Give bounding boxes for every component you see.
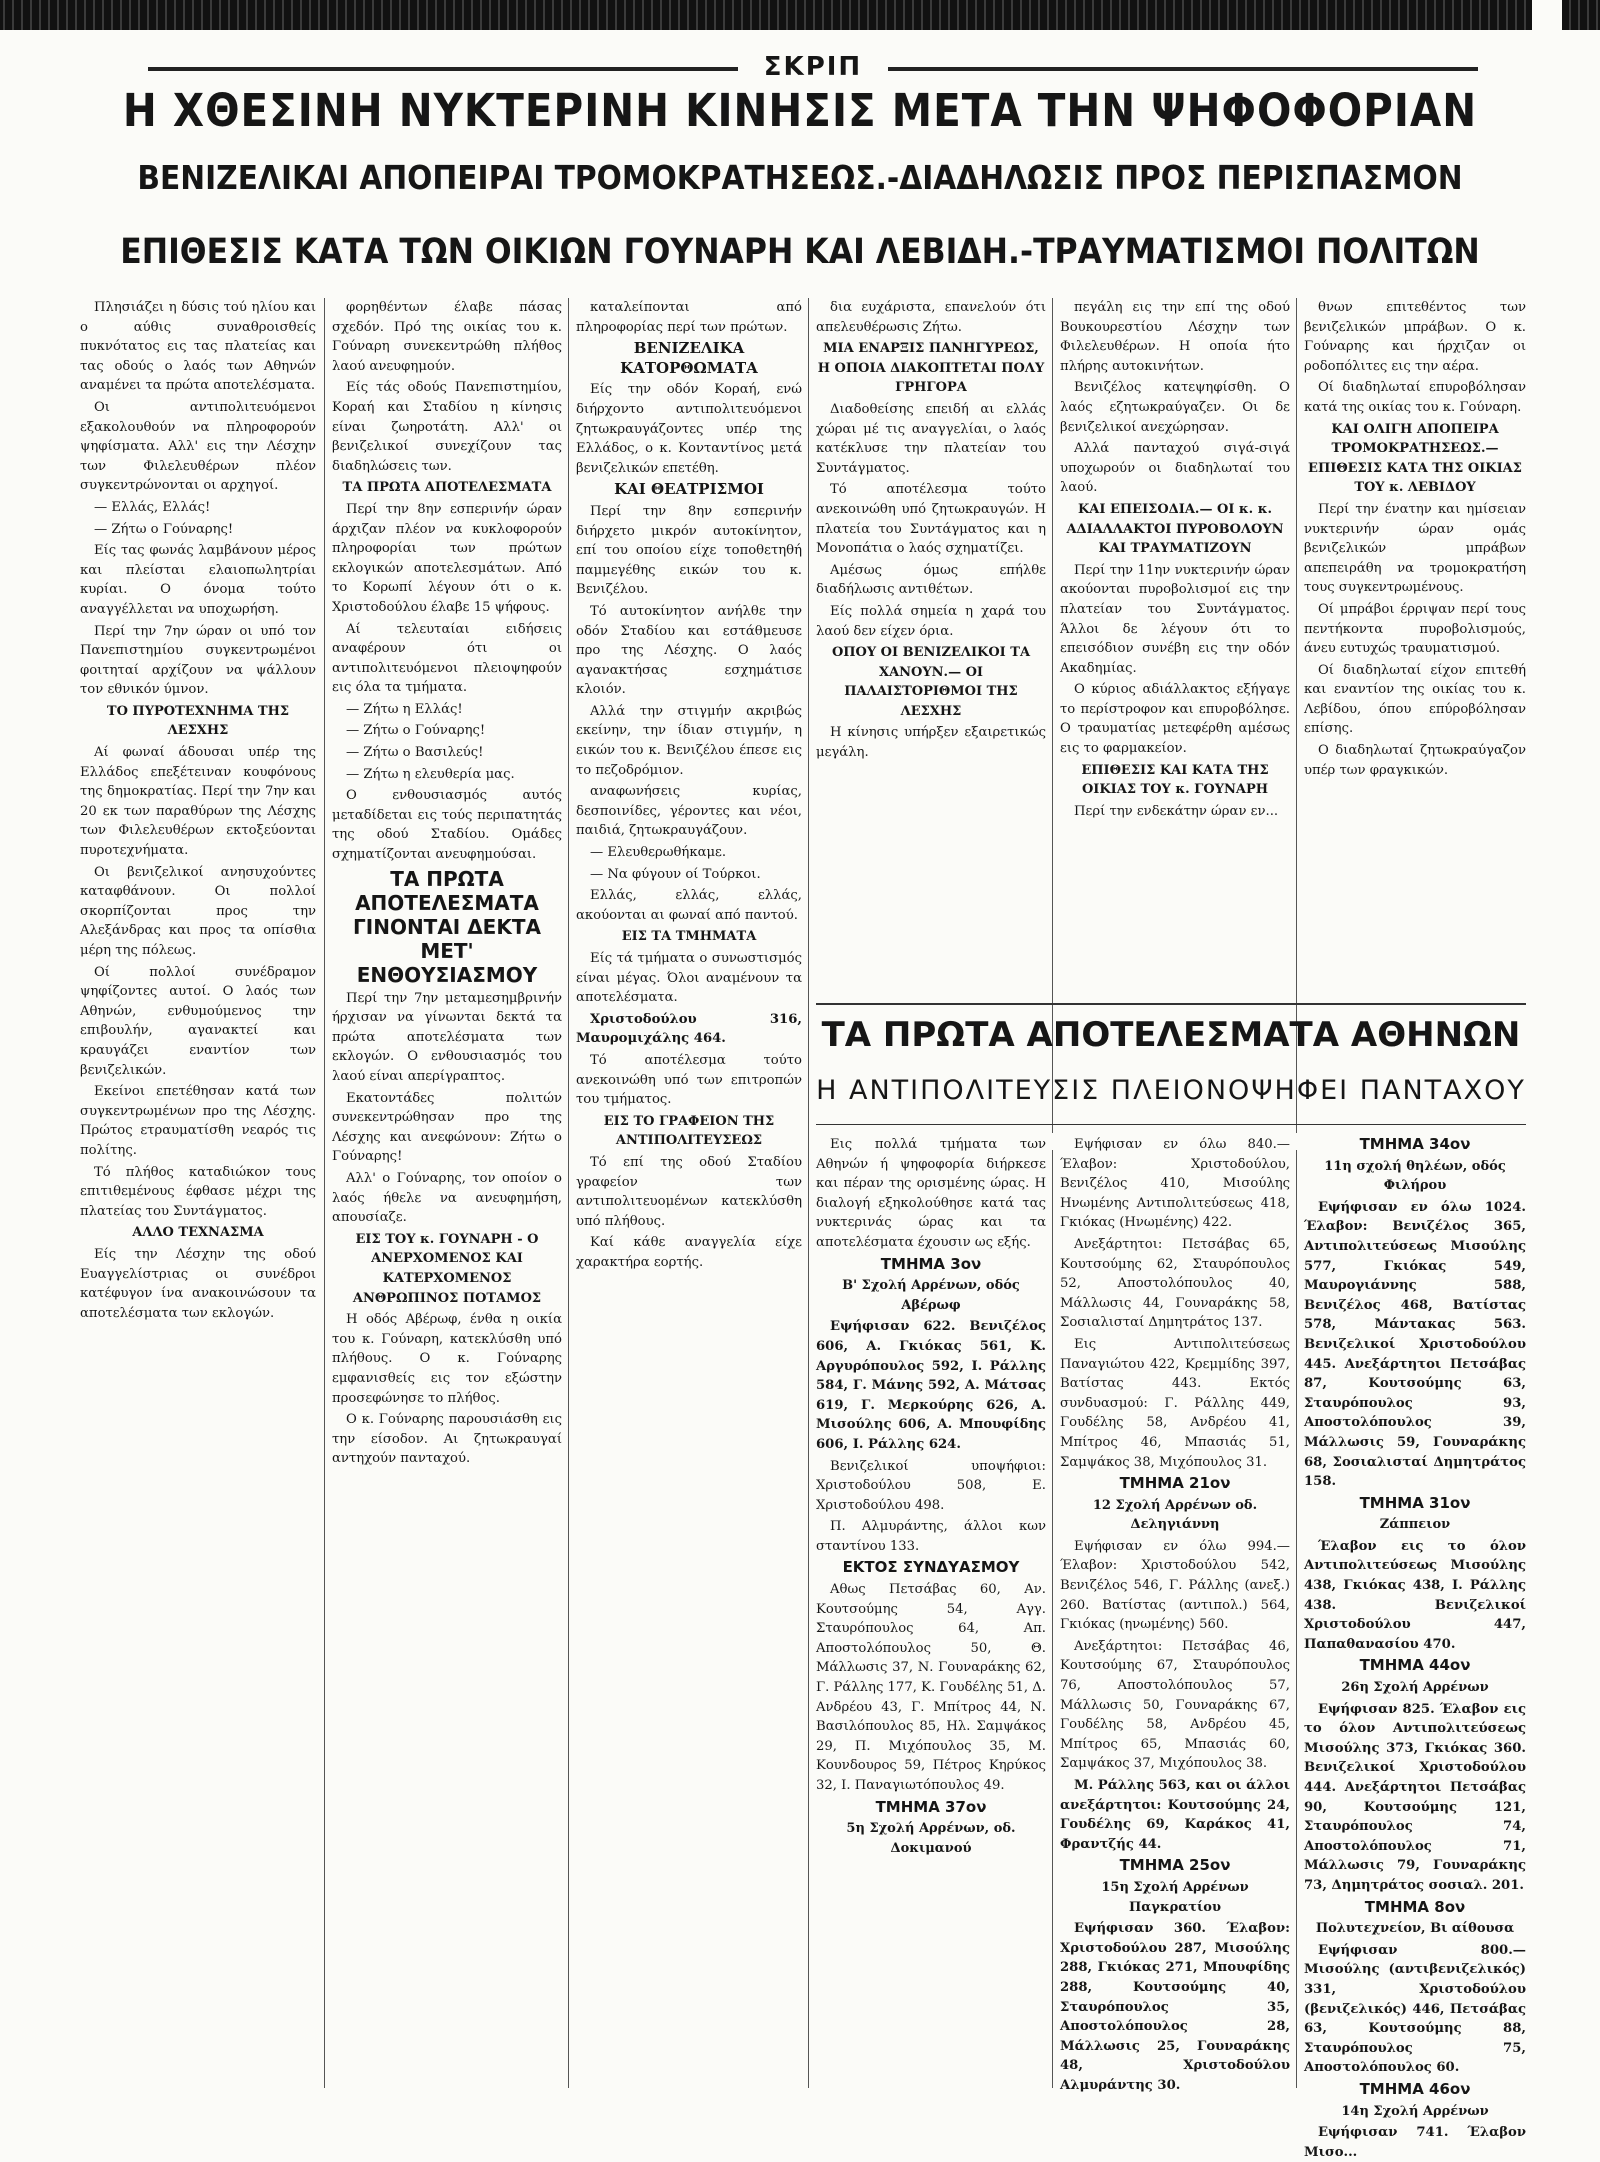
column-rule [1052,1150,1053,2088]
column-1 [80,298,316,2088]
tmima-title: ΤΜΗΜΑ 8ον [1364,1897,1466,1916]
tmima-location: 14η Σχολή Αρρένων [1341,2103,1489,2119]
paragraph: Βενιζέλος κατεψηφίσθη. Ο λαός εζητωκραύγαζεν. Οι δε βενιζελικοί ανεχώρησαν. [1060,380,1290,435]
subheading: ΕΠΙΘΕΣΙΣ ΚΑΙ ΚΑΤΑ ΤΗΣ ΟΙΚΙΑΣ ΤΟΥ κ. ΓΟΥΝΑΡΗ [1081,762,1269,798]
paragraph: Πλησιάζει η δύσις τού ηλίου και ο αύθις συναθροισθείς πυκνότατος εις τας πλατείας και τας οδούς ο λαός των Αθηνών αναμένει τα πρώτα αποτελέσματα. [80,300,316,394]
results-subtitle: Η ΑΝΤΙΠΟΛΙΤΕΥΣΙΣ ΠΛΕΙΟΝΟΨΗΦΕΙ ΠΑΝΤΑΧΟΥ [816,1075,1526,1106]
subheading: ΕΙΣ ΤΑ ΤΜΗΜΑΤΑ [621,929,757,945]
paragraph: Μ. Ράλλης 563, και οι άλλοι ανεξάρτητοι: Κουτσούμης 24, Γουδέλης 69, Καράκος 41, Φραντζής 44. [1060,1778,1290,1852]
paragraph: φορηθέντων έλαβε πάσας σχεδόν. Πρό της οικίας του κ. Γούναρη συνεκεντρώθη πλήθος λαού ανευφημούν. [332,300,562,374]
masthead-title: ΣΚΡΙΠ [763,52,863,82]
subheading: ΤΟ ΠΥΡΟΤΕΧΝΗΜΑ ΤΗΣ ΛΕΣΧΗΣ [106,703,290,739]
results-column-a [816,1135,1046,2085]
paragraph: Είς πολλά σημεία η χαρά του λαού δεν είχεν όρια. [816,603,1046,639]
results-column-c [1304,1135,1526,2160]
paragraph: Είς τάς οδούς Πανεπιστημίου, Κοραή και Σταδίου η κίνησις είναι ζωηροτάτη. Αλλ' οι βενιζελικοί συνεχίζουν τας διαδηλώσεις των. [332,380,562,474]
subheading: ΑΛΛΟ ΤΕΧΝΑΣΜΑ [132,1225,264,1241]
paragraph: θνων επιτεθέντος των βενιζελικών μπράβων. Ο κ. Γούναρης και ήρχιζαν οι ροδοπόλιτες εις την αέρα. [1304,300,1526,374]
subheading: ΚΑΙ ΟΛΙΓΗ ΑΠΟΠΕΙΡΑ ΤΡΟΜΟΚΡΑΤΗΣΕΩΣ.— ΕΠΙΘΕΣΙΣ ΚΑΤΑ ΤΗΣ ΟΙΚΙΑΣ ΤΟΥ κ. ΛΕΒΙΔΟΥ [1308,421,1522,496]
paragraph: Εκατοντάδες πολιτών συνεκεντρώθησαν προ της Λέσχης και ανεφώνουν: Ζήτω ο Γούναρης! [332,1090,562,1165]
tmima-results: Εψήφισαν 825. Έλαβον εις το όλον Αντιπολιτεύσεως Μισούλης 373, Γκιόκας 360. Βενιζελικοί Χριστοδούλου 444. Ανεξάρτητοι Πετσάβας 90, Κουτσούμης 121, Σταυρόπουλος 74, Αποστολόπουλος 71, Μάλλωσις 79, Γουναράκης 73, Δημητράτος σοσιαλ. 201. [1304,1701,1526,1893]
tmima-location: 26η Σχολή Αρρένων [1341,1680,1489,1696]
paragraph: Αλλά πανταχού σιγά-σιγά υποχωρούν οι διαδηλωταί του λαού. [1060,441,1290,496]
tmima-location: Ζάππειον [1379,1517,1451,1533]
paragraph: Εψήφισαν εν όλω 994.— Έλαβον: Χριστοδούλου 542, Βενιζέλος 546, Γ. Ράλλης (ανεξ.) 260. Βατίστας (αντιπολ.) 564, Γκιόκας (ηνωμένης) 560. [1060,1538,1290,1633]
paragraph: Περί την ενδεκάτην ώραν εν... [1074,803,1279,819]
paragraph: Χριστοδούλου 316, Μαυρομιχάλης 464. [576,1011,802,1047]
paragraph: Βενιζελικοί υποψήφιοι: Χριστοδούλου 508, Ε. Χριστοδούλου 498. [816,1458,1046,1513]
tmima-location: 15η Σχολή Αρρένων Παγκρατίου [1101,1879,1249,1915]
subheading: ΤΑ ΠΡΩΤΑ ΑΠΟΤΕΛΕΣΜΑΤΑ [342,480,552,496]
paragraph: Η κίνησις υπήρξεν εξαιρετικώς μεγάλη. [816,725,1046,761]
headline-sub-2: ΕΠΙΘΕΣΙΣ ΚΑΤΑ ΤΩΝ ΟΙΚΙΩΝ ΓΟΥΝΑΡΗ ΚΑΙ ΛΕΒΙΔΗ.-ΤΡΑΥΜΑΤΙΣΜΟΙ ΠΟΛΙΤΩΝ [120,232,1480,272]
subheading: ΚΑΙ ΕΠΕΙΣΟΔΙΑ.— ΟΙ κ. κ. ΑΔΙΑΛΛΑΚΤΟΙ ΠΥΡΟΒΟΛΟΥΝ ΚΑΙ ΤΡΑΥΜΑΤΙΖΟΥΝ [1066,501,1284,557]
paragraph: Περί την 7ην μεταμεσημβρινήν ήρχισαν να γίνωνται δεκτά τα πρώτα αποτελέσματα των εκλογών. Ο ενθουσιασμός του λαού είναι απερίγραπτος. [332,990,562,1084]
paragraph: Είς την οδόν Κοραή, ενώ διήρχοντο αντιπολιτευόμενοι ζητωκραυγάζοντες υπέρ της Ελλάδος, ο κ. Κονταντίνος μετά βενιζελικών επετέθη. [576,382,802,476]
section-title: ΕΚΤΟΣ ΣΥΝΔΥΑΣΜΟΥ [842,1558,1020,1577]
masthead [148,52,1478,82]
paragraph: Καί κάθε αναγγελία είχε χαρακτήρα εορτής. [576,1235,802,1270]
column-rule [1296,1150,1297,2088]
column-rule [568,298,569,2088]
paragraph: — Ζήτω ο Γούναρης! [346,723,486,739]
paragraph: Ο ενθουσιασμός αυτός μεταδίδεται εις τούς περιπατητάς της οδού Σταδίου. Ομάδες σχηματίζονται ανευφημούσαι. [332,788,562,863]
tmima-location: 11η σχολή θηλέων, οδός Φιλήρου [1324,1158,1506,1194]
tmima-results: Εψήφισαν εν όλω 1024. Έλαβον: Βενιζέλος 365, Αντιπολιτεύσεως Μισούλης 577, Γκιόκας 549, Μαυρογιάννης 588, Βενιζέλος 468, Βατίστας 578, Μάντακας 563. Βενιζελικοί Χριστοδούλου 445. Ανεξάρτητοι Πετσάβας 87, Κουτσούμης 63, Σταυρόπουλος 93, Αποστολόπουλος 39, Μάλλωσις 59, Γουναράκης 68, Σοσιαλισταί Δημητράτος 158. [1304,1199,1526,1490]
paragraph: Είς τας φωνάς λαμβάνουν μέρος και πλείσται ελαιοπωλητρίαι κυρίαι. Ο όνομα τούτο αναγγέλλεται να υποχωρήση. [80,543,316,617]
paragraph: Εκείνοι επετέθησαν κατά των συγκεντρωμένων προ της Λέσχης. Πρώτος ετραυματίσθη νεαρός τις πολίτης. [80,1084,316,1158]
paragraph: Αλλά την στιγμήν ακριβώς εκείνην, την ίδιαν στιγμήν, η εικών του κ. Βενιζέλου έπεσε εις το πεζοδρόμιον. [576,703,802,778]
paragraph: Οί μπράβοι έρριψαν περί τους πεντήκοντα πυροβολισμούς, άνευ ευτυχώς τραυματισμού. [1304,601,1526,657]
subheading: ΚΑΙ ΘΕΑΤΡΙΣΜΟΙ [614,480,764,499]
paragraph: Διαδοθείσης επειδή αι ελλάς χώραι μέ τις αναγγελίαι, ο λαός κατέκλυσε την πλατείαν του Συντάγματος. [816,401,1046,476]
tmima-title: ΤΜΗΜΑ 46ον [1359,2079,1471,2098]
paragraph: Είς τά τμήματα ο συνωστισμός είναι μέγας. Όλοι αναμένουν τα αποτελέσματα. [576,951,802,1006]
subheading: ΒΕΝΙΖΕΛΙΚΑ ΚΑΤΟΡΘΩΜΑΤΑ [620,339,758,377]
tmima-location: Β' Σχολή Αρρένων, οδός Αβέρωφ [842,1278,1020,1313]
tmima-results: Εψήφισαν 360. Έλαβον: Χριστοδούλου 287, Μισούλης 288, Γκιόκας 271, Μπουφίδης 288, Κουτσούμης 40, Σταυρόπουλος 35, Αποστολόπουλος 28, Μάλλωσις 25, Γουναράκης 48, Χριστοδούλου Αλμυράντης 30. [1060,1921,1290,2093]
results-column-b [1060,1135,1290,2093]
paragraph: Περί την 7ην ώραν οι υπό τον Πανεπιστημίου συγκεντρωμένοι φοιτηταί αρχίζουν να ψάλλουν τον εθνικόν ύμνον. [80,623,316,698]
column-rule [1052,298,1053,1133]
paragraph: Ελλάς, ελλάς, ελλάς, ακούονται αι φωναί από παντού. [576,888,802,923]
tmima-title: ΤΜΗΜΑ 34ον [1359,1135,1471,1153]
paragraph: — Ελευθερωθήκαμε. [590,845,727,861]
paragraph: Περί την 11ην νυκτερινήν ώραν ακούονται πυροβολισμοί εις την πλατείαν του Συντάγματος. Άλλοι δε λέγουν ότι το επεισόδιον συνέβη εις την οδόν Ακαδημίας. [1060,562,1290,676]
tmima-results: Εψήφισαν 800.— Μισούλης (αντιβενιζελικός) 331, Χριστοδούλου (βενιζελικός) 446, Πετσάβας 63, Κουτσούμης 88, Σταυρόπουλος 75, Αποστολόπουλος 60. [1304,1942,1526,2076]
masthead-rule-right [888,67,1478,71]
paragraph: Οί πολλοί συνέδραμον ψηφίζοντες αυτοί. Ο λαός των Αθηνών, ενθυμούμενος την επιβουλήν, αγανακτεί και κραυγάζει εναντίον των βενιζελικών. [80,964,316,1078]
paragraph: αναφωνήσεις κυρίας, δεσποινίδες, γέροντες και νέοι, παιδιά, ζητωκραυγάζουν. [576,784,802,839]
masthead-rule-left [148,67,738,71]
section-divider [816,1003,1526,1005]
paragraph: Τό πλήθος καταδιώκον τους επιτιθεμένους έφθασε μέχρι της πλατείας του Συντάγματος. [80,1164,316,1219]
paragraph: Ανεξάρτητοι: Πετσάβας 65, Κουτσούμης 62, Σταυρόπουλος 52, Αποστολόπουλος 40, Μάλλωσις 44, Γουναράκης 58, Σοσιαλισταί Δημητράτος 137. [1060,1236,1290,1331]
border-gap [1532,0,1562,30]
paragraph: Εις πολλά τμήματα των Αθηνών ή ψηφοφορία διήρκεσε και πέραν της ορισμένης ώρας. Η διαλογή εξηκολούθησε κατά τας νυκτερινάς ώρας και τα αποτελέσματα έχουσιν ως εξής. [816,1137,1046,1250]
section-banner: ΤΑ ΠΡΩΤΑ ΑΠΟΤΕΛΕΣΜΑΤΑ ΓΙΝΟΝΤΑΙ ΔΕΚΤΑ ΜΕΤ' ΕΝΘΟΥΣΙΑΣΜΟΥ [353,866,541,987]
paragraph: — Ζήτω η ελευθερία μας. [346,766,515,782]
paragraph: Περί την 8ην εσπερινήν ώραν άρχιζαν πλέον να κυκλοφορούν πληροφορίαι των πρώτων εκλογικών αποτελεσμάτων. Από το Κορωπί λέγουν ότι ο κ. Χριστοδούλου έλαβε 15 ψήφους. [332,501,562,615]
column-3 [576,298,802,2088]
subheading: ΕΙΣ ΤΟΥ κ. ΓΟΥΝΑΡΗ - Ο ΑΝΕΡΧΟΜΕΝΟΣ ΚΑΙ ΚΑΤΕΡΧΟΜΕΝΟΣ ΑΝΘΡΩΠΙΝΟΣ ΠΟΤΑΜΟΣ [352,1231,542,1306]
top-border-band [0,0,1600,30]
paragraph: — Ζήτω η Ελλάς! [346,701,463,717]
paragraph: — Ζήτω ο Γούναρης! [94,521,234,537]
paragraph: — Ζήτω ο Βασιλεύς! [346,745,484,761]
results-title: ΤΑ ΠΡΩΤΑ ΑΠΟΤΕΛΕΣΜΑΤΑ ΑΘΗΝΩΝ [821,1015,1521,1055]
paragraph: Ο κ. Γούναρης παρουσιάσθη εις την είσοδον. Αι ζητωκραυγαί αντηχούν πανταχού. [332,1412,562,1467]
paragraph: — Ελλάς, Ελλάς! [94,499,211,515]
paragraph: Εις Αντιπολιτεύσεως Παναγιώτου 422, Κρεμμίδης 397, Βατίστας 443. Εκτός συνδυασμού: Γ. Ράλλης 449, Γουδέλης 58, Ανδρέου 41, Μπίτρος 46, Μπασιάς 51, Σαμψάκος 38, Μιχόπουλος 31. [1060,1336,1290,1470]
paragraph: Αθως Πετσάβας 60, Αν. Κουτσούμης 54, Αγγ. Σταυρόπουλος 64, Απ. Αποστολόπουλος 50, Θ. Μάλλωσις 37, Ν. Γουναράκης 62, Γ. Ράλλης 177, Κ. Γουδέλης 51, Δ. Ανδρέου 43, Γ. Μπίτρος 44, Ν. Βασιλόπουλος 85, Ηλ. Σαμψάκος 29, Π. Μιχόπουλος 35, Μ. Κουνδουρος 59, Πέτρος Κηρύκος 32, Ι. Παναγιωτόπουλος 49. [816,1582,1046,1793]
paragraph: Περί την 8ην εσπερινήν διήρχετο μικρόν αυτοκίνητον, επί του οποίου είχε τοποθετηθή παμμεγέθης εικών του κ. Βενιζέλου. [576,503,802,598]
tmima-title: ΤΜΗΜΑ 37ον [875,1797,987,1816]
paragraph: Ο διαδηλωταί ζητωκραύγαζον υπέρ των φραγκικών. [1304,743,1526,778]
tmima-title: ΤΜΗΜΑ 3ον [880,1254,982,1273]
tmima-title: ΤΜΗΜΑ 44ον [1359,1656,1471,1675]
paragraph: Ανεξάρτητοι: Πετσάβας 46, Κουτσούμης 67, Σταυρόπουλος 76, Αποστολόπουλος 57, Μάλλωσις 50, Γουναράκης 67, Γουδέλης 58, Ανδρέου 45, Μπίτρος 65, Μπασιάς 60, Σαμψάκος 37, Μιχόπουλος 38. [1060,1638,1290,1772]
paragraph: Τό αποτέλεσμα τούτο ανεκοινώθη υπό των επιτροπών του τμήματος. [576,1052,802,1108]
tmima-title: ΤΜΗΜΑ 31ον [1359,1493,1471,1512]
tmima-location: 12 Σχολή Αρρένων οδ. Δεληγιάννη [1092,1497,1258,1533]
paragraph: Οί διαδηλωταί είχον επιτεθή και εναντίον της οικίας του κ. Λεβίδου, όπου επύροβόλησαν επίσης. [1304,662,1526,737]
paragraph: Τό επί της οδού Σταδίου γραφείον των αντιπολιτευομένων κατεκλύσθη υπό πλήθους. [576,1154,802,1229]
tmima-results: Εψήφισαν 741. Έλαβον Μισο... [1304,2125,1526,2160]
subheading: ΕΙΣ ΤΟ ΓΡΑΦΕΙΟΝ ΤΗΣ ΑΝΤΙΠΟΛΙΤΕΥΣΕΩΣ [603,1113,775,1149]
paragraph: Τό αποτέλεσμα τούτο ανεκοινώθη υπό ζητωκραυγών. Η πλατεία του Συντάγματος και η Μονοπάτια ο λαός σχηματίζει. [816,482,1046,557]
headline-sub-1: ΒΕΝΙΖΕΛΙΚΑΙ ΑΠΟΠΕΙΡΑΙ ΤΡΟΜΟΚΡΑΤΗΣΕΩΣ.-ΔΙΑΔΗΛΩΣΙΣ ΠΡΟΣ ΠΕΡΙΣΠΑΣΜΟΝ [137,158,1463,197]
section-divider [816,1124,1526,1125]
column-rule [808,298,809,2088]
paragraph: Αί φωναί άδουσαι υπέρ της Ελλάδος επεξέτειναν κουφόνους της δημοκρατίας. Περί την 7ην και 20 εκ των παραθύρων της Λέσχης των Φιλελευθέρων εκτοξεύονται πυροτεχνήματα. [80,745,316,859]
paragraph: Π. Αλμυράντης, άλλοι κων σταντίνου 133. [816,1519,1046,1554]
tmima-location: 5η Σχολή Αρρένων, οδ. Δοκιμανού [846,1821,1016,1856]
paragraph: Τό αυτοκίνητον ανήλθε την οδόν Σταδίου και εστάθμευσε προ της Λέσχης. Ο λαός αγανακτήσας εσχημάτισε κλοιόν. [576,603,802,698]
tmima-title: ΤΜΗΜΑ 21ον [1119,1474,1231,1493]
paragraph: Είς την Λέσχην της οδού Ευαγγελίστριας οι συνέδροι κατέφυγον ίνα ανακοινώσουν τα αποτελέσματα των εκλογών. [80,1246,316,1321]
tmima-results: Εψήφισαν 622. Βενιζέλος 606, Α. Γκιόκας 561, Κ. Αργυρόπουλος 592, Ι. Ράλλης 584, Γ. Μάνης 592, Α. Μάτσας 619, Γ. Μερκούρης 626, Α. Μισούλης 606, Α. Μπουφίδης 606, Ι. Ράλλης 624. [816,1319,1046,1452]
subheading: ΟΠΟΥ ΟΙ ΒΕΝΙΖΕΛΙΚΟΙ ΤΑ ΧΑΝΟΥΝ.— ΟΙ ΠΑΛΑΙΣΤΟΡΙΘΜΟΙ ΤΗΣ ΛΕΣΧΗΣ [831,645,1031,719]
paragraph: πεγάλη εις την επί της οδού Βουκουρεστίου Λέσχην των Φιλελευθέρων. Η οποία ήτο πλήρης αυτοκινήτων. [1060,300,1290,374]
paragraph: Οι βενιζελικοί ανησυχούντες καταφθάνουν. Οι πολλοί σκορπίζονται προς την Αλεξάνδρας και προς τα οπίσθια μέρη της πόλεως. [80,864,316,958]
paragraph: Αλλ' ο Γούναρης, τον οποίον ο λαός ήθελε να ανευφημήση, απουσίαζε. [332,1170,562,1226]
column-2 [332,298,562,2088]
tmima-location: Πολυτεχνείον, Βι αίθουσα [1315,1921,1515,1937]
column-rule [1296,298,1297,1133]
headline-main: Η ΧΘΕΣΙΝΗ ΝΥΚΤΕΡΙΝΗ ΚΙΝΗΣΙΣ ΜΕΤΑ ΤΗΝ ΨΗΦΟΦΟΡΙΑΝ [122,84,1478,137]
paragraph: Οι αντιπολιτευόμενοι εξακολουθούν να πληροφορούν ψηφίσματα. Αλλ' εις την Λέσχην των Φιλελευθέρων πλέον συγκεντρώνονται οι αρχηγοί. [80,399,316,494]
paragraph: — Να φύγουν οί Τούρκοι. [590,866,761,882]
paragraph: Αμέσως όμως επήλθε διαδήλωσις αντιθέτων. [816,562,1046,598]
paragraph: δια ευχάριστα, επανελούν ότι απελευθέρωσις Ζήτω. [816,300,1046,335]
paragraph: καταλείπονται από πληροφορίας περί των πρώτων. [576,300,802,335]
paragraph: Η οδός Αβέρωφ, ένθα η οικία του κ. Γούναρη, κατεκλύσθη υπό πλήθους. Ο κ. Γούναρης εμφανισθείς εις τον εξώστην προσεφώνησε το πλήθος. [332,1312,562,1406]
paragraph: Ο κύριος αδιάλλακτος εξήγαγε το περίστροφον και επυροβόλησε. Ο τραυματίας μετεφέρθη αμέσως εις το φαρμακείον. [1060,682,1290,757]
paragraph: Οί διαδηλωταί επυροβόλησαν κατά της οικίας του κ. Γούναρη. [1304,380,1526,415]
tmima-results: Έλαβον εις το όλον Αντιπολιτεύσεως Μισούλης 438, Γκιόκας 438, Ι. Ράλλης 438. Βενιζελικοί Χριστοδούλου 447, Παπαθανασίου 470. [1304,1538,1526,1652]
column-rule [324,298,325,2088]
paragraph: Εψήφισαν εν όλω 840.— Έλαβον: Χριστοδούλου, Βενιζέλος 410, Μισούλης Ηνωμένης Αντιπολιτεύσεως 418, Γκιόκας (Ηνωμένης) 422. [1060,1137,1290,1231]
paragraph: Αί τελευταίαι ειδήσεις αναφέρουν ότι οι αντιπολιτευόμενοι πλειοψηφούν εις όλα τα τμήματα. [332,621,562,696]
paragraph: Περί την ένατην και ημίσειαν νυκτερινήν ώραν ομάς βενιζελικών μπράβων απεπειράθη να τρομοκρατήση τους συγκεντρωμένους. [1304,501,1526,596]
tmima-title: ΤΜΗΜΑ 25ον [1119,1856,1231,1875]
subheading: ΜΙΑ ΕΝΑΡΞΙΣ ΠΑΝΗΓΥΡΕΩΣ, Η ΟΠΟΙΑ ΔΙΑΚΟΠΤΕΤΑΙ ΠΟΛΥ ΓΡΗΓΟΡΑ [817,341,1045,396]
